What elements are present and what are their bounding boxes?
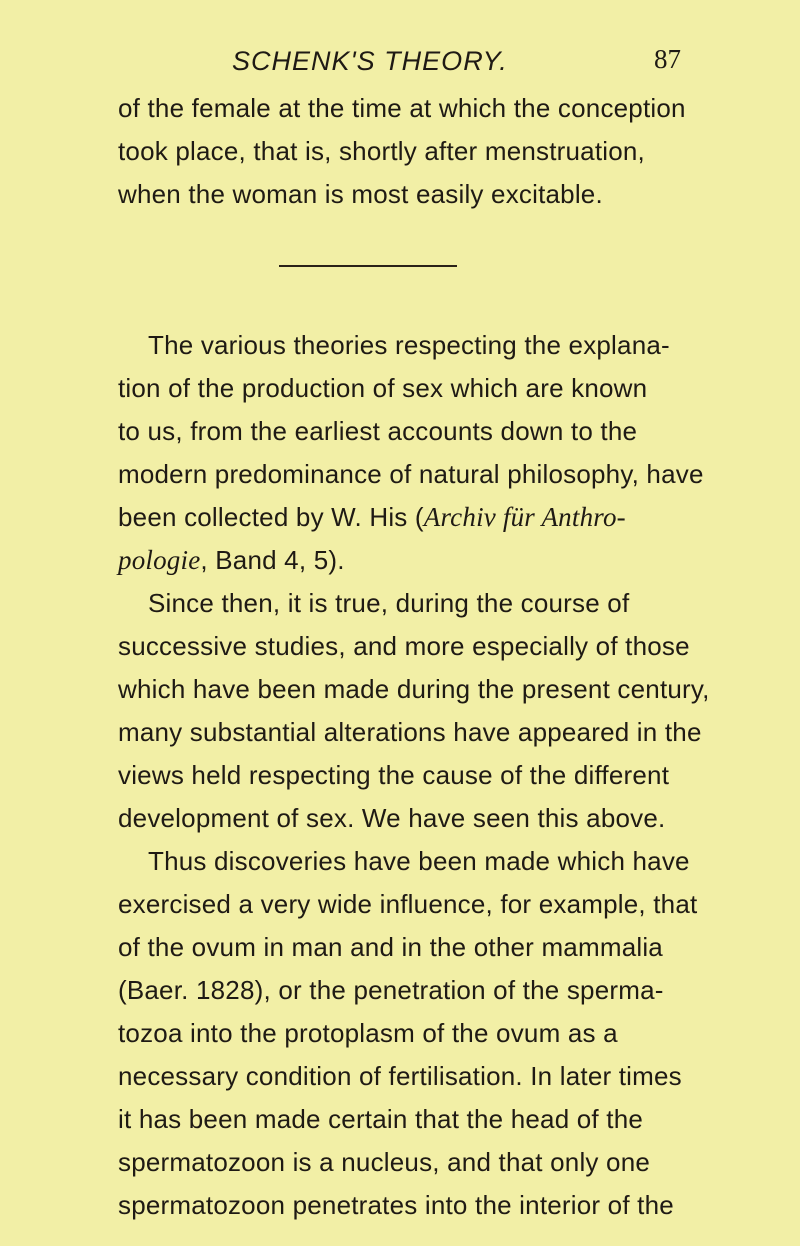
text-line: Thus discoveries have been made which have [148,846,690,876]
text-line: tion of the production of sex which are known [118,373,648,403]
text-line: spermatozoon penetrates into the interior of the [118,1190,674,1220]
text-line: which have been made during the present century, [118,674,710,704]
text-line: tozoa into the protoplasm of the ovum as a [118,1018,618,1048]
text-line: exercised a very wide influence, for example, that [118,889,698,919]
text-line: of the female at the time at which the conception [118,93,686,123]
text-line: (Baer. 1828), or the penetration of the sperma- [118,975,664,1005]
text-line: The various theories respecting the explana- [148,330,670,360]
text-line: took place, that is, shortly after menstruation, [118,136,645,166]
text-line: necessary condition of fertilisation. In later times [118,1061,682,1091]
text-line: successive studies, and more especially of those [118,631,690,661]
section-divider [279,265,457,267]
italic-title: Archiv für Anthro- [423,502,626,532]
text-line: many substantial alterations have appeared in the [118,717,702,747]
text-line: of the ovum in man and in the other mammalia [118,932,663,962]
text-line: to us, from the earliest accounts down to the [118,416,638,446]
text-line: spermatozoon is a nucleus, and that only one [118,1147,651,1177]
text-line: it has been made certain that the head of the [118,1104,644,1134]
text-line-citation [118,500,626,534]
text-line-citation [118,543,345,577]
text-line: Since then, it is true, during the course of [148,588,630,618]
italic-title: pologie [118,545,201,575]
text-line: views held respecting the cause of the different [118,760,670,790]
text-line: modern predominance of natural philosophy, have [118,459,704,489]
text-fragment: , Band 4, 5). [200,545,345,575]
running-head: SCHENK'S THEORY. [232,46,508,76]
text-fragment: been collected by W. His ( [118,502,424,532]
page-number: 87 [654,44,681,74]
text-line: when the woman is most easily excitable. [118,179,603,209]
text-line: development of sex. We have seen this above. [118,803,666,833]
